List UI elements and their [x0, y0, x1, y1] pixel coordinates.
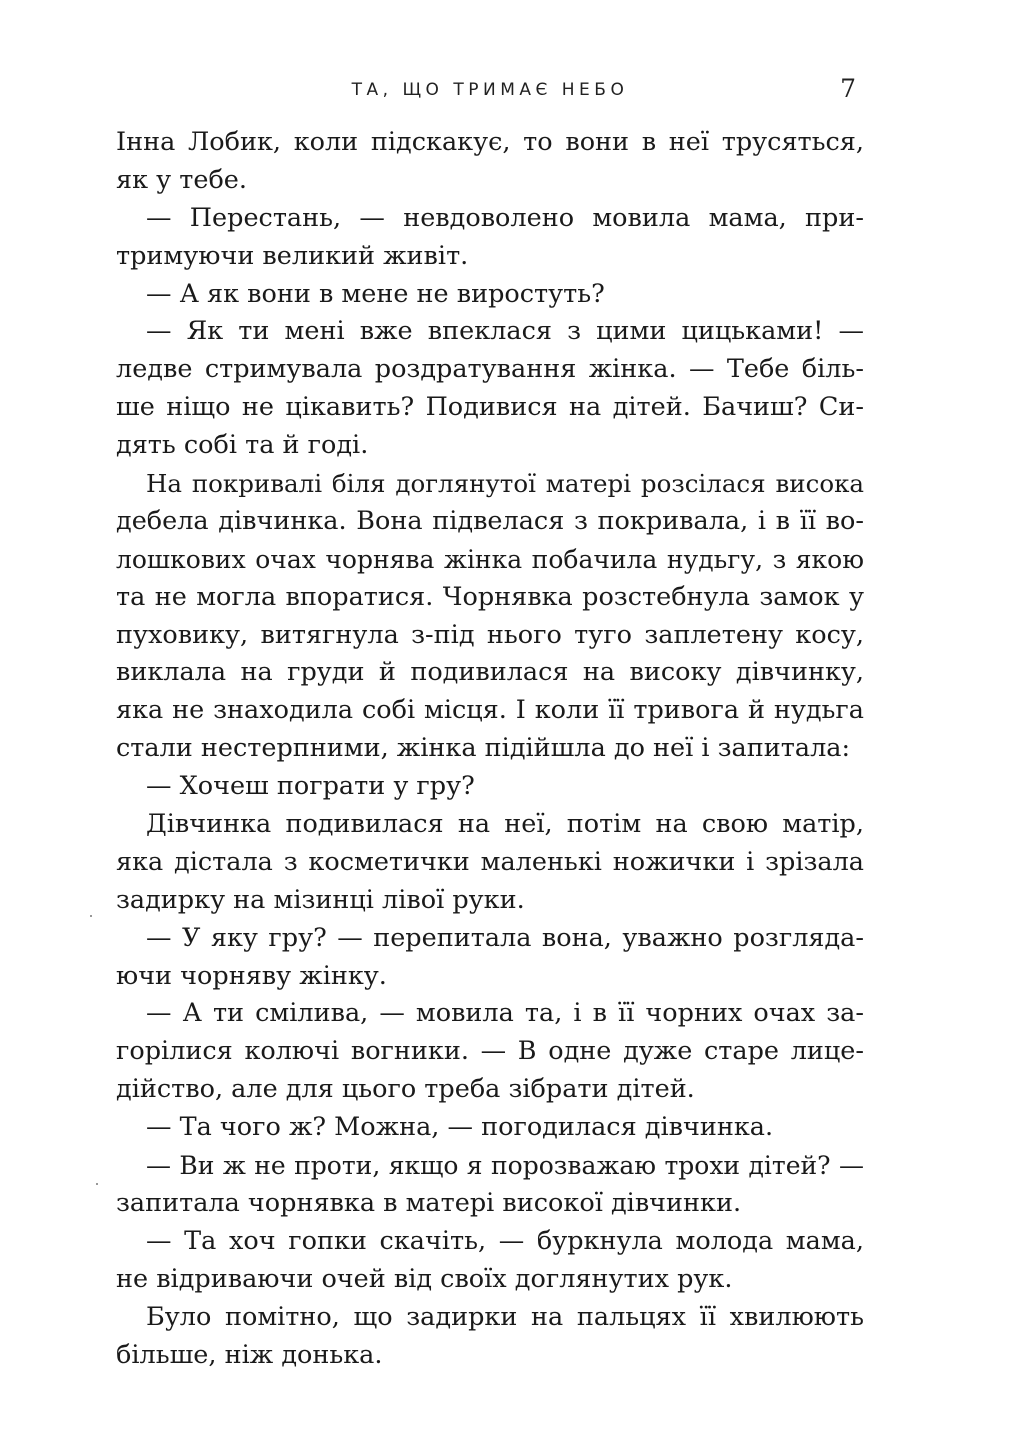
text-line: дійство, але для цього треба зібрати дітей. [116, 1074, 695, 1105]
text-line: стали нестерпними, жінка підійшла до неї і запитала: [116, 733, 851, 764]
text-line: тримуючи великий живіт. [116, 240, 469, 271]
text-line: — А як вони в мене не виростуть? [146, 278, 605, 309]
text-line: ше ніщо не цікавить? Подивися на дітей. Бачиш? Си- [116, 392, 864, 423]
text-line: виклала на груди й подивилася на високу дівчинку, [116, 657, 864, 688]
text-line: — Та хоч гопки скачіть, — буркнула молода мама, [146, 1225, 864, 1256]
text-line: та не могла впоратися. Чорнявка розстебнула замок у [116, 581, 864, 612]
text-line: — Ви ж не проти, якщо я порозважаю трохи дітей? — [146, 1151, 864, 1181]
text-line: — Хочеш пограти у гру? [146, 771, 475, 802]
text-line: Було помітно, що задирки на пальцях її хвилюють [146, 1301, 864, 1332]
text-line: — Та чого ж? Можна, — погодилася дівчинка. [146, 1112, 774, 1143]
text-line: Дівчинка подивилася на неї, потім на свою матір, [146, 809, 864, 840]
text-line: лошкових очах чорнява жінка побачила нудьгу, з якою [116, 544, 864, 574]
text-line: — Перестань, — невдоволено мовила мама, при- [146, 202, 864, 233]
text-line: Інна Лобик, коли підскакує, то вони в неї трусяться, [116, 127, 864, 157]
text-line: як у тебе. [116, 164, 247, 195]
text-line: задирку на мізинці лівої руки. [116, 884, 525, 915]
running-title: ТА, ЩО ТРИМАЄ НЕБО [351, 80, 629, 100]
text-line: яка не знаходила собі місця. І коли її тривога й нудьга [116, 695, 864, 726]
text-line: ючи чорняву жінку. [116, 960, 387, 991]
scan-speck [96, 1183, 98, 1185]
text-line: яка дістала з косметички маленькі ножички і зрізала [116, 846, 864, 877]
text-line: На покривалі біля доглянутої матері розсілася висока [146, 469, 864, 499]
scan-speck [90, 915, 92, 917]
text-line: ледве стримувала роздратування жінка. — Тебе біль- [116, 354, 864, 385]
body-text [116, 124, 864, 1374]
text-line: пуховику, витягнула з-під нього туго заплетену косу, [116, 619, 864, 650]
text-line: — У яку гру? — перепитала вона, уважно розгляда- [146, 922, 864, 953]
text-line: не відриваючи очей від своїх доглянутих рук. [116, 1263, 733, 1294]
text-line: — А ти смілива, — мовила та, і в її чорних очах за- [146, 998, 864, 1029]
text-line: горілися колючі вогники. — В одне дуже старе лице- [116, 1036, 864, 1067]
running-head [120, 76, 860, 106]
page-number: 7 [840, 74, 856, 103]
text-line: дять собі та й годі. [116, 430, 369, 461]
text-line: запитала чорнявка в матері високої дівчинки. [116, 1187, 742, 1218]
text-line: — Як ти мені вже впеклася з цими цицьками! — [146, 316, 864, 347]
text-line: більше, ніж донька. [116, 1339, 383, 1370]
text-line: дебела дівчинка. Вона підвелася з покривала, і в її во- [116, 505, 864, 536]
